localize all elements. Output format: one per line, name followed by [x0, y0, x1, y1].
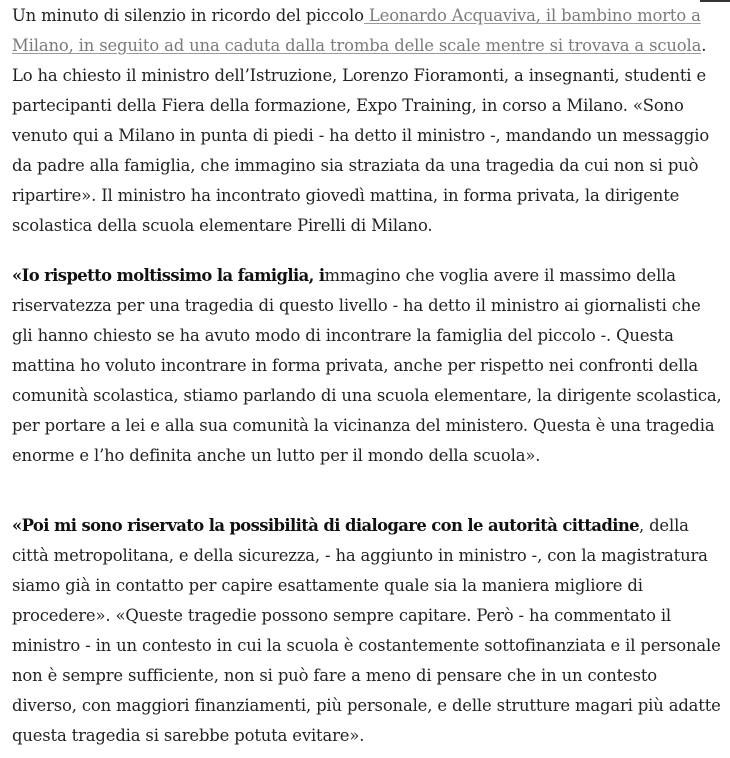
intro-text-before-link: Un minuto di silenzio in ricordo del piccolo	[12, 6, 364, 25]
quote-text: , della città metropolitana, e della sicurezza, - ha aggiunto in ministro -, con la magistratura siamo già in contatto per capire esattamente quale sia la maniera migliore di procedere». «Queste tragedie possono sempre capitare. Però - ha commentato il ministro - in un contesto in cui la scuola è costantemente sottofinanziata e il personale non è sempre sufficiente, non si può fare a meno di pensare che in un contesto diverso, con maggiori finanziamenti, più personale, e delle strutture magari più adatte questa tragedia si sarebbe potuta evitare».	[12, 516, 721, 745]
quote-bold-lead: «Io rispetto moltissimo la famiglia, i	[12, 266, 325, 285]
article-link-leonardo-acquaviva[interactable]: Leonardo Acquaviva, il bambino morto a Milano, in seguito ad una caduta dalla tromba delle scale mentre si trovava a scuola	[12, 6, 702, 55]
quote-text: mmagino che voglia avere il massimo della riservatezza per una tragedia di questo livello - ha detto il ministro ai giornalisti che gli hanno chiesto se ha avuto modo di incontrare la famiglia del piccolo -. Questa mattina ho voluto incontrare in forma privata, anche per rispetto nei confronti della comunità scolastica, stiamo parlando di una scuola elementare, la dirigente scolastica, per portare a lei e alla sua comunità la vicinanza del ministero. Questa è una tragedia enorme e l’ho definita anche un lutto per il mondo della scuola».	[12, 266, 722, 465]
paragraph-quote-family	[12, 261, 724, 471]
intro-text-after-link: . Lo ha chiesto il ministro dell’Istruzione, Lorenzo Fioramonti, a insegnanti, studenti e partecipanti della Fiera della formazione, Expo Training, in corso a Milano. «Sono venuto qui a Milano in punta di piedi - ha detto il ministro -, mandando un messaggio da padre alla famiglia, che immagino sia straziata da una tragedia da cui non si può ripartire». Il ministro ha incontrato giovedì mattina, in forma privata, la dirigente scolastica della scuola elementare Pirelli di Milano.	[12, 36, 710, 235]
quote-bold-lead: «Poi mi sono riservato la possibilità di dialogare con le autorità cittadine	[12, 516, 639, 535]
article-body	[12, 0, 724, 751]
paragraph-quote-authorities	[12, 511, 724, 751]
paragraph-intro	[12, 1, 724, 241]
